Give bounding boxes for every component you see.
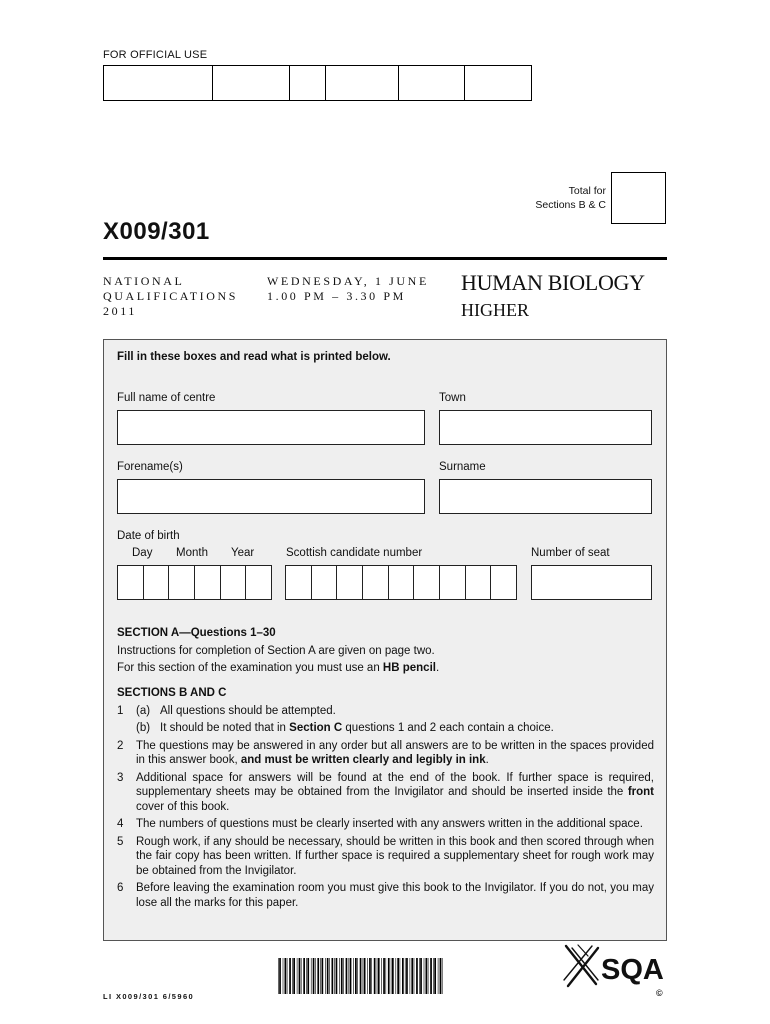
official-use-cell	[465, 66, 531, 100]
scn-digit-box[interactable]	[363, 566, 389, 599]
scn-digit-box[interactable]	[466, 566, 492, 599]
barcode-bar	[322, 958, 324, 994]
section-a-line2-end: .	[435, 662, 440, 674]
national-qualifications	[103, 274, 238, 319]
year-label: Year	[231, 547, 255, 559]
official-use-cell	[104, 66, 213, 100]
centre-label: Full name of centre	[117, 392, 216, 404]
barcode-bar	[419, 958, 420, 994]
barcode-bar	[299, 958, 301, 994]
barcode-bar	[293, 958, 295, 994]
barcode-bar	[424, 958, 425, 994]
barcode-bar	[311, 958, 312, 994]
instruction-6	[117, 881, 654, 910]
total-label-line2: Sections B & C	[535, 199, 606, 211]
barcode-bar	[440, 958, 442, 994]
barcode-bar	[283, 958, 284, 994]
exam-time: 1.00 PM – 3.30 PM	[267, 289, 406, 303]
dob-digit-box[interactable]	[195, 566, 221, 599]
exam-day: WEDNESDAY, 1 JUNE	[267, 274, 429, 288]
instruction-1a	[117, 704, 654, 719]
barcode-bar	[334, 958, 335, 994]
official-use-cell	[213, 66, 290, 100]
instruction-sub: (b)	[136, 722, 151, 734]
barcode-bar	[442, 958, 443, 994]
instruction-text: Rough work, if any should be necessary, should be written in this book and then scored through when the fair copy has been written. If further space is required a supplementary sheet for rough work may be obtained from the Invigilator.	[136, 835, 654, 877]
barcode-bar	[377, 958, 378, 994]
barcode	[278, 958, 444, 994]
barcode-bar	[411, 958, 413, 994]
barcode-bar	[320, 958, 321, 994]
barcode-bar	[349, 958, 350, 994]
centre-name-field[interactable]	[117, 410, 425, 445]
barcode-bar	[378, 958, 380, 994]
barcode-bar	[428, 958, 429, 994]
month-label: Month	[176, 547, 208, 559]
barcode-bar	[301, 958, 302, 994]
barcode-bar	[332, 958, 334, 994]
barcode-bar	[297, 958, 298, 994]
surname-label: Surname	[439, 461, 486, 473]
instruction-text: Additional space for answers will be found at the end of the book. If further space is required, supplementary sheets may be obtained from the Invigilator and should be inserted inside the front cover of this book.	[136, 771, 654, 813]
official-use-cell	[290, 66, 326, 100]
instruction-2	[117, 739, 654, 768]
barcode-bar	[400, 958, 401, 994]
dob-digit-box[interactable]	[169, 566, 195, 599]
barcode-bar	[346, 958, 348, 994]
instruction-number: 3	[117, 771, 124, 784]
nq-line2: QUALIFICATIONS	[103, 289, 239, 303]
official-use-cell	[399, 66, 465, 100]
scottish-candidate-number-boxes[interactable]	[285, 565, 517, 600]
instruction-number: 2	[117, 739, 124, 752]
barcode-bar	[315, 958, 316, 994]
barcode-bar	[416, 958, 418, 994]
official-use-box	[103, 65, 532, 101]
scn-digit-box[interactable]	[337, 566, 363, 599]
barcode-bar	[329, 958, 330, 994]
barcode-bar	[367, 958, 368, 994]
town-field[interactable]	[439, 410, 652, 445]
nq-year: 2011	[103, 304, 137, 318]
instruction-4	[117, 817, 654, 832]
barcode-bar	[341, 958, 343, 994]
paper-code: X009/301	[103, 218, 210, 245]
barcode-bar	[371, 958, 372, 994]
nq-line1: NATIONAL	[103, 274, 185, 288]
barcode-bar	[381, 958, 382, 994]
instruction-text: The numbers of questions must be clearly inserted with any answers written in the additional space.	[136, 818, 643, 830]
barcode-bar	[292, 958, 293, 994]
barcode-bar	[336, 958, 338, 994]
instruction-number: 5	[117, 835, 124, 848]
sqa-logo-text: SQA	[601, 954, 664, 986]
total-label-line1: Total for	[568, 185, 606, 197]
total-marks-box	[611, 172, 666, 224]
seat-label: Number of seat	[531, 547, 610, 559]
instruction-number: 1	[117, 704, 124, 717]
sections-bc-heading: SECTIONS B AND C	[117, 687, 227, 699]
scn-digit-box[interactable]	[491, 566, 516, 599]
barcode-bar	[388, 958, 390, 994]
barcode-bar	[343, 958, 344, 994]
subject-level: HIGHER	[461, 300, 529, 320]
barcode-bar	[327, 958, 329, 994]
sections-bc	[117, 686, 654, 910]
instruction-number: 6	[117, 882, 124, 894]
instruction-sub: (a)	[136, 704, 151, 717]
instruction-number: 4	[117, 818, 124, 830]
instruction-text: Before leaving the examination room you must give this book to the Invigilator. If you do not, you may lose all the marks for this paper.	[136, 882, 654, 909]
copyright-symbol: ©	[656, 988, 663, 998]
barcode-bar	[410, 958, 411, 994]
exam-date	[267, 274, 429, 304]
barcode-bar	[317, 958, 319, 994]
barcode-bar	[289, 958, 291, 994]
barcode-bar	[363, 958, 364, 994]
barcode-bar	[360, 958, 362, 994]
scn-label: Scottish candidate number	[286, 547, 423, 559]
forename-label: Forename(s)	[117, 461, 183, 473]
barcode-bar	[397, 958, 399, 994]
instruction-text: The questions may be answered in any order but all answers are to be written in the spaces provided in this answer book, and must be written clearly and legibly in ink.	[136, 739, 654, 766]
scn-digit-box[interactable]	[440, 566, 466, 599]
header-rule	[103, 257, 667, 260]
total-label	[500, 184, 606, 212]
barcode-bar	[278, 958, 279, 994]
official-use-label: FOR OFFICIAL USE	[103, 49, 208, 61]
section-a	[117, 626, 654, 676]
scn-digit-box[interactable]	[312, 566, 338, 599]
subject-title: HUMAN BIOLOGY	[461, 270, 645, 295]
forename-field[interactable]	[117, 479, 425, 514]
scn-digit-box[interactable]	[286, 566, 312, 599]
barcode-bar	[287, 958, 288, 994]
barcode-bar	[279, 958, 281, 994]
town-label: Town	[439, 392, 466, 404]
barcode-bar	[391, 958, 392, 994]
dob-digit-box[interactable]	[246, 566, 271, 599]
barcode-bar	[383, 958, 385, 994]
barcode-bar	[355, 958, 357, 994]
instruction-3	[117, 771, 654, 815]
barcode-bar	[350, 958, 352, 994]
barcode-bar	[364, 958, 366, 994]
dob-digit-box[interactable]	[221, 566, 247, 599]
barcode-bar	[433, 958, 434, 994]
instruction-text: It should be noted that in Section C questions 1 and 2 each contain a choice.	[160, 722, 554, 734]
scn-digit-box[interactable]	[414, 566, 440, 599]
instruction-5	[117, 835, 654, 879]
dob-digit-box[interactable]	[118, 566, 144, 599]
instruction-1b	[117, 721, 654, 736]
seat-number-field[interactable]	[531, 565, 652, 600]
barcode-bar	[386, 958, 387, 994]
barcode-bar	[430, 958, 432, 994]
barcode-bar	[406, 958, 408, 994]
barcode-bar	[313, 958, 315, 994]
barcode-bar	[420, 958, 422, 994]
day-label: Day	[132, 547, 153, 559]
barcode-bar	[357, 958, 358, 994]
surname-field[interactable]	[439, 479, 652, 514]
section-a-line2-text: For this section of the examination you must use an	[117, 662, 383, 674]
barcode-bar	[374, 958, 376, 994]
barcode-bar	[438, 958, 439, 994]
dob-digit-box[interactable]	[144, 566, 170, 599]
barcode-bar	[325, 958, 326, 994]
section-a-line1: Instructions for completion of Section A are given on page two.	[117, 644, 435, 657]
dob-label: Date of birth	[117, 530, 180, 542]
official-use-cell	[326, 66, 399, 100]
instruction-text: All questions should be attempted.	[160, 704, 336, 717]
barcode-bar	[402, 958, 404, 994]
form-intro: Fill in these boxes and read what is printed below.	[117, 351, 391, 363]
barcode-bar	[396, 958, 397, 994]
barcode-bar	[307, 958, 309, 994]
barcode-bar	[339, 958, 340, 994]
barcode-bar	[303, 958, 305, 994]
date-of-birth-boxes[interactable]	[117, 565, 272, 600]
scn-digit-box[interactable]	[389, 566, 415, 599]
hb-pencil-text: HB pencil	[382, 662, 436, 674]
barcode-bar	[369, 958, 371, 994]
barcode-bar	[353, 958, 354, 994]
section-a-heading: SECTION A—Questions 1–30	[117, 627, 276, 639]
barcode-bar	[392, 958, 394, 994]
barcode-bar	[414, 958, 415, 994]
barcode-bar	[285, 958, 287, 994]
barcode-bar	[405, 958, 406, 994]
barcode-bar	[434, 958, 436, 994]
barcode-bar	[306, 958, 307, 994]
section-a-line2	[117, 661, 654, 676]
sqa-logo	[558, 942, 668, 992]
barcode-bar	[426, 958, 428, 994]
sqa-logo-mark	[564, 945, 598, 986]
footer-code: LI X009/301 6/5960	[103, 992, 195, 1001]
